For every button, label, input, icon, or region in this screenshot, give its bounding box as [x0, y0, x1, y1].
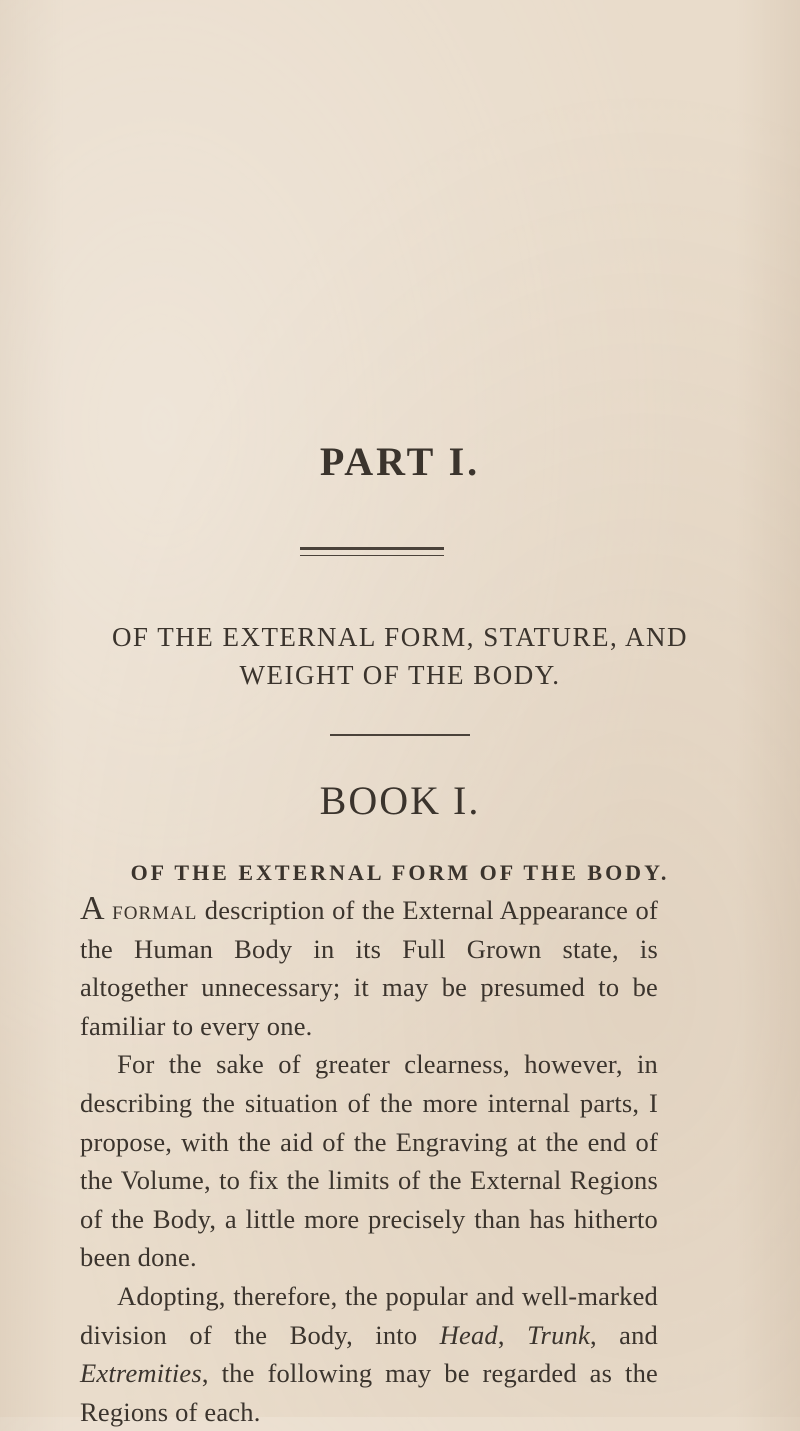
book-subtitle: OF THE EXTERNAL FORM OF THE BODY. — [130, 860, 670, 885]
term-extremities: Extremities — [80, 1358, 202, 1389]
paragraph-3 — [80, 1277, 658, 1431]
part-title: PART I. — [319, 439, 481, 484]
double-rule-divider — [300, 547, 444, 557]
initial-letter: A — [80, 890, 105, 927]
book-title: BOOK I. — [319, 778, 481, 823]
paragraph-3-text-d: , the following may be regarded as the Regions of each. — [80, 1358, 658, 1427]
single-rule-divider — [330, 734, 470, 736]
term-head: Head — [439, 1319, 498, 1350]
small-caps-word: formal — [112, 895, 198, 925]
term-trunk: Trunk — [527, 1319, 590, 1350]
paragraph-1 — [80, 890, 658, 1045]
paragraph-2: For the sake of greater clearness, however, in describing the situation of the more internal parts, I propose, with the aid of the Engraving at the end of the Volume, to fix the limits of the External Regions of the Body, a little more precisely than has hitherto been done. — [80, 1049, 658, 1273]
body-text — [80, 890, 658, 1431]
paragraph-3-text-b: , — [497, 1319, 528, 1350]
paragraph-3-text-c: , and — [589, 1319, 658, 1350]
paragraph-3-text-a: Adopting, therefore, the popular and well-marked division of the Body, into — [80, 1280, 658, 1350]
paragraph-1-text: description of the External Appearance of the Human Body in its Full Grown state, is altogether unnecessary; it may be presumed to be familiar to every one. — [80, 895, 659, 1041]
part-subtitle: OF THE EXTERNAL FORM, STATURE, AND WEIGHT OF THE BODY. — [111, 622, 689, 690]
